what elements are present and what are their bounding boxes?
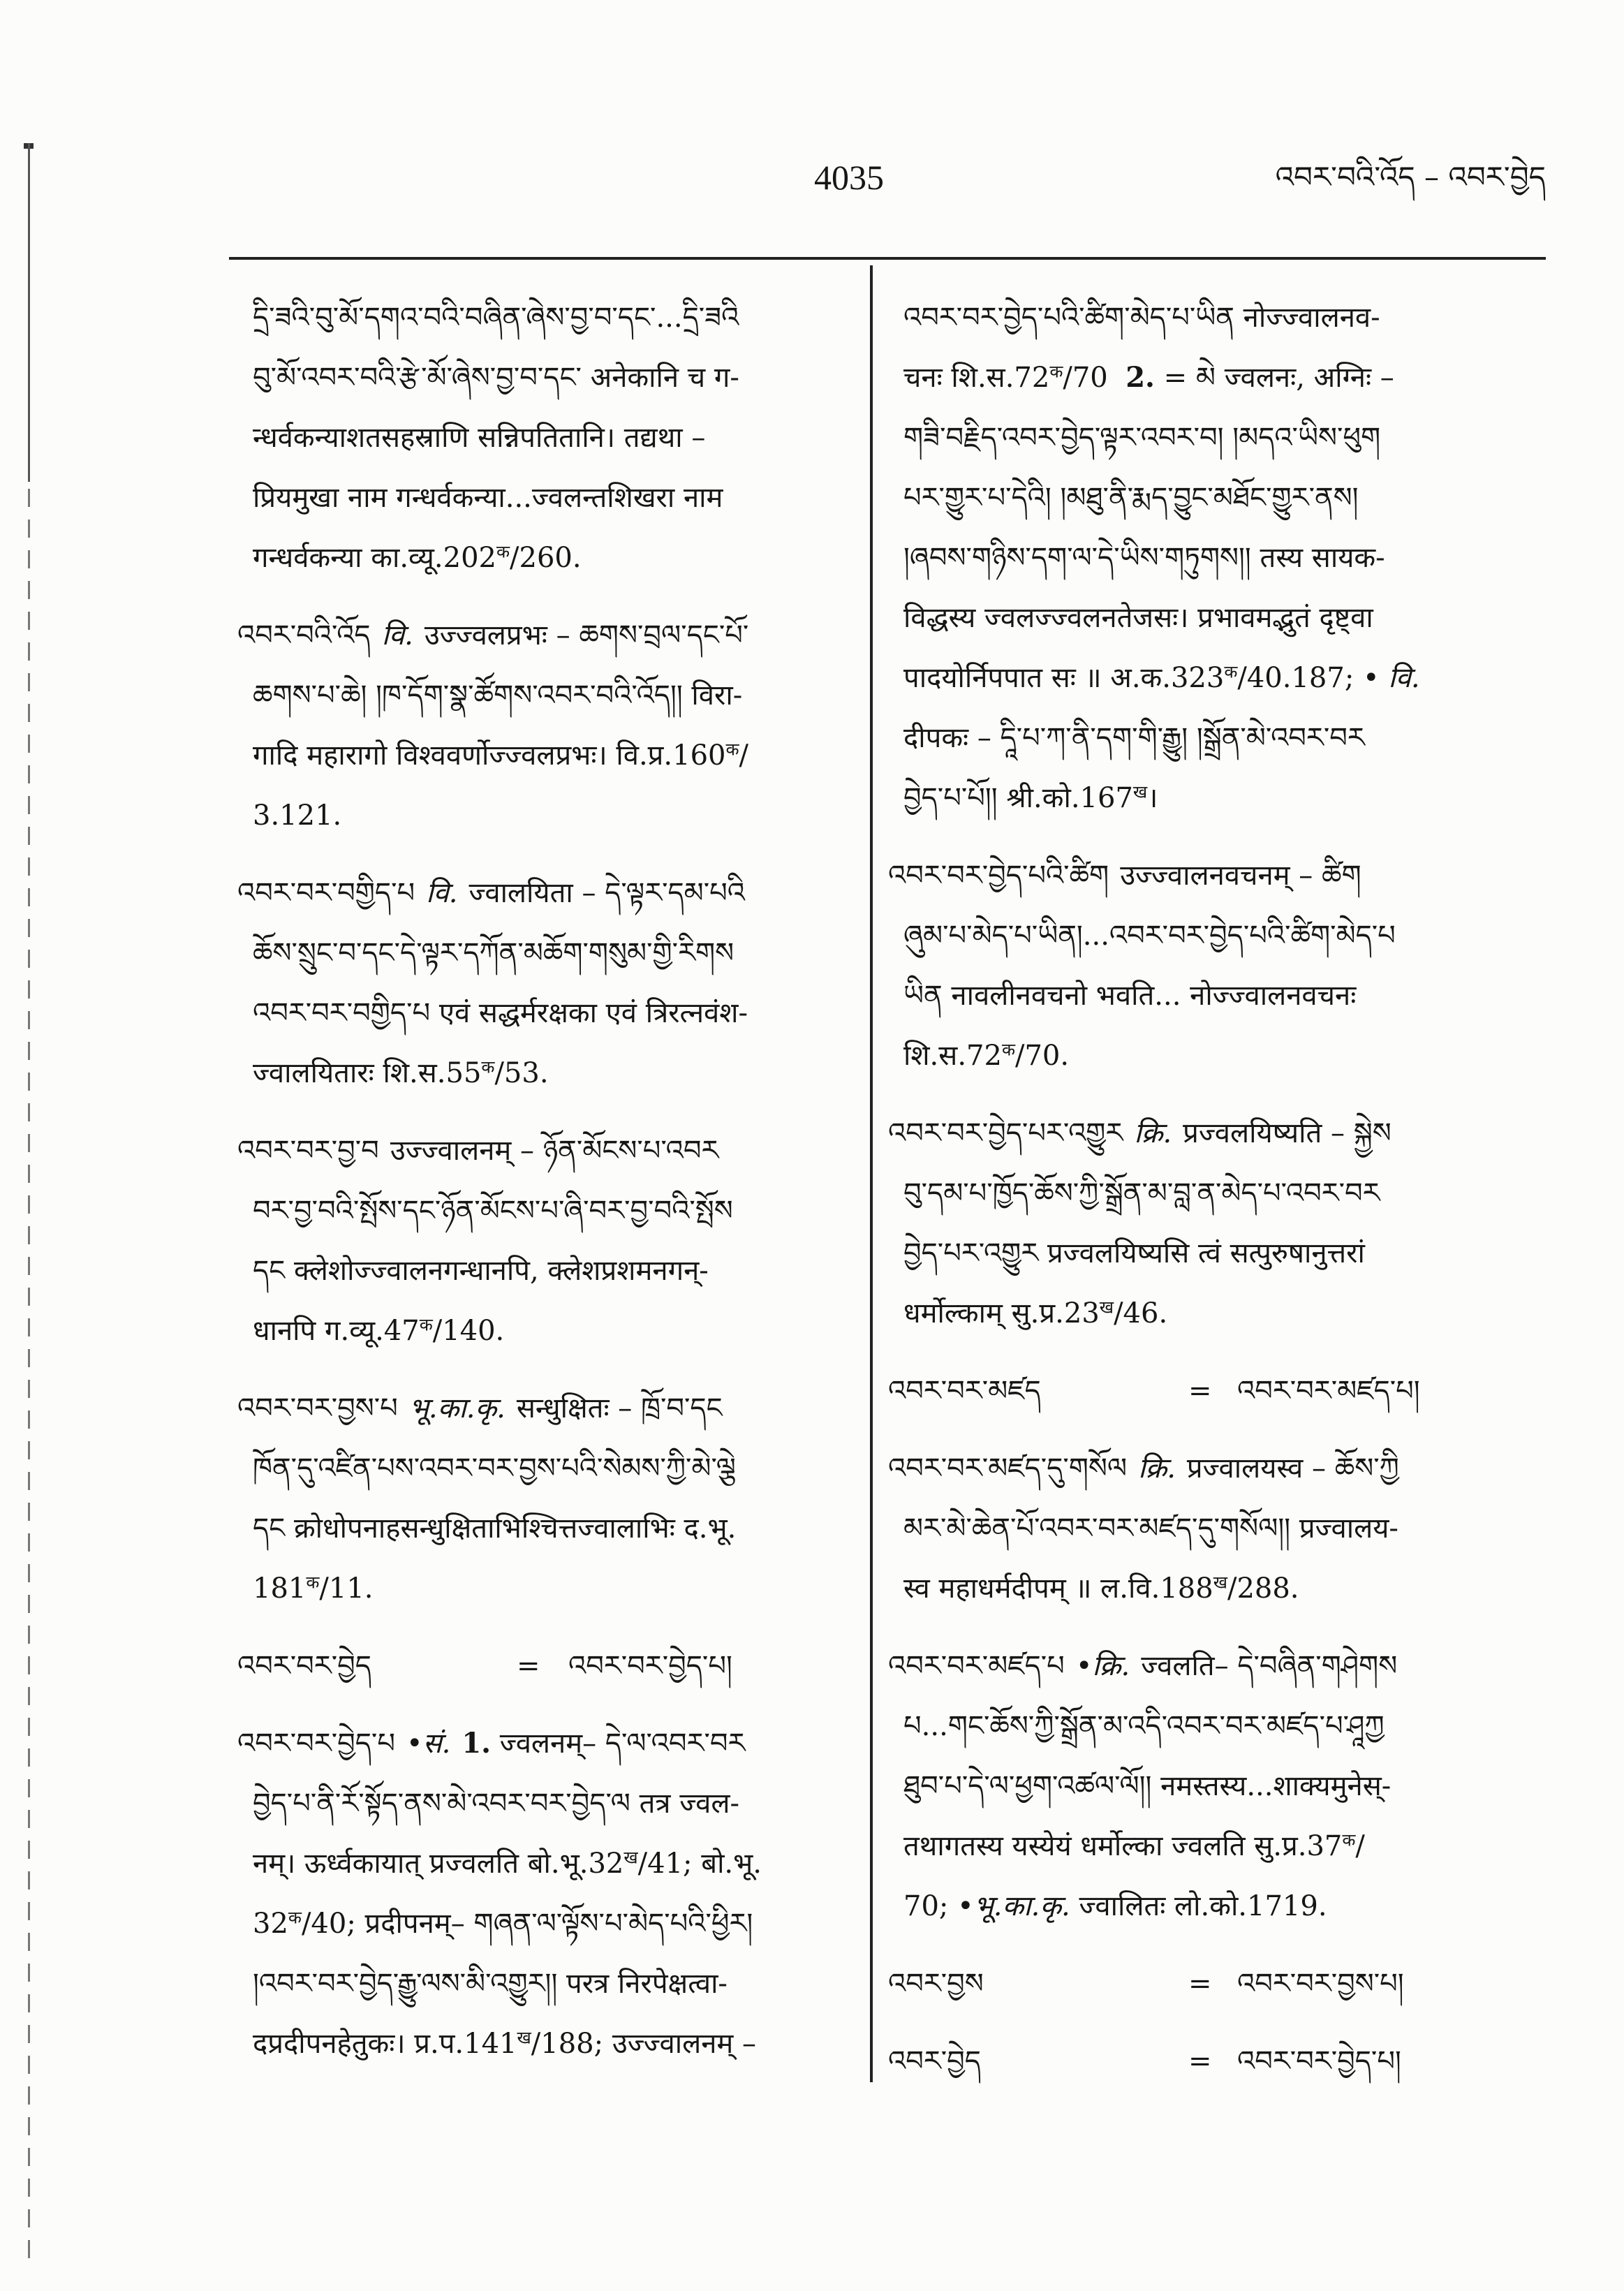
scan-edge-line-broken (28, 489, 30, 2269)
definition-line: ཞུམ་པ་མེད་པ་ཡིན།...འབར་བར་བྱེད་པའི་ཚིག་མེད་པ (903, 920, 1396, 952)
definition-line: ཆོས་སྲུང་བ་དང་དེ་ལྟར་དཀོན་མཆོག་གསུམ་གྱི་རིགས (253, 937, 735, 969)
definition-line: 3.121. (253, 800, 342, 832)
definition-line: ज्वालयितारः $शि.स.55^क/53$. (253, 1056, 549, 1089)
dictionary-entry (888, 846, 1546, 1086)
definition-line: धर्मोल्काम् $सु.प्र.23^ख/46$. (903, 1297, 1168, 1329)
definition-line: བར་བྱ་བའི་སྤོས་དང་ཉོན་མོངས་པ་ཞི་བར་བྱ་བའི་སྤོས (253, 1195, 733, 1227)
folio-side-superscript: क (1049, 361, 1063, 382)
folio-side-superscript: क (725, 739, 739, 760)
entry-continuation (237, 288, 852, 588)
cross-reference: འབར་བར་བྱེད་པ། (1237, 2045, 1401, 2077)
definition-line: गन्धर्वकन्या $का.व्यू.202^क/260$. (253, 541, 582, 574)
folio-side-superscript: ख (1132, 781, 1148, 802)
folio-side-superscript: क (1342, 1829, 1356, 1850)
entry-first-line (237, 863, 852, 923)
entry-first-line (237, 1714, 852, 1774)
definition-line: བྱེད་པར་འགྱུར प्रज्वलयिष्यसि त्वं सत्पुरुषानुत्तरां (903, 1237, 1365, 1269)
definition-text: ज्वालयिता – དེ་ལྟར་དམ་པའི (468, 877, 746, 909)
part-of-speech: •सं. (406, 1728, 451, 1760)
dictionary-entry (888, 1636, 1546, 1936)
definition-line: མར་མེ་ཆེན་པོ་འབར་བར་མཛད་དུ་གསོལ།། प्रज्वालय- (903, 1512, 1398, 1545)
definition-line: $शि.स.72^क/70$. (903, 1039, 1070, 1072)
entry-first-line (888, 846, 1546, 906)
cross-reference-line (237, 1636, 852, 1696)
headword: འབར་བར་བྱེད་པའི་ཚིག (888, 860, 1109, 892)
definition-text: उज्ज्वालनम् – ཉོན་མོངས་པ་འབར (390, 1135, 719, 1167)
definition-text: सन्धुक्षितः – ཁྲོ་བ་དང (516, 1392, 723, 1424)
part-of-speech: वि. (426, 877, 458, 909)
definition-line: पादयोर्निपपात सः ॥ $अ.क.323^क/40.187$; • वि. (903, 661, 1420, 694)
entry-first-line (237, 1121, 852, 1181)
definition-line: བུ་མོ་འབར་བའི་རྩེ་མོ་ཞེས་བྱ་བ་དང་ अनेकानि च ग- (253, 362, 739, 394)
definition-text: प्रज्वालयस्व – ཆོས་ཀྱི (1186, 1452, 1399, 1485)
grammar-abbreviation: वि. (1388, 662, 1420, 694)
definition-line: བྱེད་པ་པོ།། $श्री.को.167^ख।$ (903, 781, 1158, 814)
definition-line: བྱེད་པ་ནི་རོ་སྟོད་ནས་མེ་འབར་བར་བྱེད་ལ तत्र ज्वल- (253, 1788, 739, 1820)
sense-number: 1. (462, 1727, 492, 1760)
definition-line: དང क्लेशोज्ज्वालनगन्धानपि, क्लेशप्रशमनगन्- (253, 1255, 709, 1287)
headword: འབར་བར་མཛད (888, 1375, 1041, 1407)
definition-line: ཡིན नावलीनवचनो भवति... नोज्ज्वालनवचनः (903, 980, 1357, 1012)
definition-line: འབར་བར་བྱེད་པའི་ཚིག་མེད་པ་ཡིན नोज्ज्वालनव- (903, 302, 1380, 334)
definition-line: པར་གྱུར་པ་དེའི། །མཐུ་ནི་རྨད་བྱུང་མཐོང་གྱུར་ནས། (903, 482, 1359, 514)
dictionary-entry (237, 863, 852, 1103)
folio-side-superscript: क (481, 1056, 495, 1077)
definition-line: गादि महारागो विश्ववर्णोज्ज्वलप्रभः। $वि.प्र.160^क/$ (253, 739, 749, 772)
definition-text: ज्वलति– དེ་བཞིན་གཤེགས (1141, 1650, 1398, 1682)
definition-line: ཆགས་པ་ཆེ། །ཁ་དོག་སྣ་ཚོགས་འབར་བའི་འོད།། विरा- (253, 679, 743, 712)
definition-line: दप्रदीपनहेतुकः। $प्र.प.141^ख/188$; उज्ज्वालनम् – (253, 2027, 757, 2060)
definition-line: प्रियमुखा नाम गन्धर्वकन्या...ज्वलन्तशिखरा नाम (253, 482, 723, 514)
headword: འབར་བར་མཛད་དུ་གསོལ (888, 1452, 1128, 1485)
definition-text: प्रज्वलयिष्यति – སྐྱེས (1183, 1117, 1392, 1149)
definition-line: दीपकः – དཱི་པ་ཀ་ནི་དག་གི་རྒྱུ། །སྒྲོན་མེ་འབར་བར (903, 722, 1365, 754)
dictionary-entry (237, 1378, 852, 1619)
definition-line: विद्धस्य ज्वलज्ज्वलनतेजसः। प्रभावमद्भुतं दृष्ट्वा (903, 602, 1373, 634)
definition-line: $181^क/11$. (253, 1572, 374, 1605)
folio-side-superscript: क (496, 541, 510, 562)
definition-line: གཟི་བརྗིད་འབར་བྱེད་ལྟར་འབར་བ། །མདའ་ཡིས་ཕུག (903, 422, 1381, 454)
folio-side-superscript: क (1001, 1039, 1015, 1060)
entry-first-line (237, 1378, 852, 1438)
definition-line: स्व महाधर्मदीपम् ॥ $ल.वि.188^ख/288$. (903, 1572, 1299, 1605)
definition-line: न्धर्वकन्याशतसहस्राणि सन्निपतितानि। तद्यथा – (253, 422, 706, 454)
cross-reference-entry (888, 1954, 1546, 2014)
part-of-speech: भू.का.कृ. (408, 1392, 505, 1424)
grammar-abbreviation: भू.का.कृ. (973, 1890, 1070, 1922)
equals-sign: = (1188, 2045, 1212, 2077)
cross-reference-line (888, 1361, 1546, 1421)
cross-reference-entry (888, 1361, 1546, 1421)
running-head: འབར་བའི་འོད – འབར་བྱེད (1275, 160, 1546, 194)
scan-edge-line (28, 143, 30, 482)
headword: འབར་བར་བྱེད་པར་འགྱུར (888, 1117, 1123, 1149)
entry-first-line (888, 1103, 1546, 1163)
definition-text: उज्ज्वालनवचनम् – ཚིག (1120, 860, 1361, 892)
equals-sign: = (1188, 1375, 1212, 1407)
cross-reference-line (888, 2031, 1546, 2091)
headword: འབར་བར་བྱེད (237, 1650, 371, 1682)
cross-reference: འབར་བར་མཛད་པ། (1237, 1375, 1420, 1407)
cross-reference-entry (237, 1636, 852, 1696)
cross-reference: འབར་བར་བྱས་པ། (1237, 1968, 1404, 2000)
headword: འབར་བར་བྱེད་པ (237, 1728, 395, 1760)
definition-line: ཁོན་དུ་འཛིན་པས་འབར་བར་བྱས་པའི་སེམས་ཀྱི་མེ་ལྕེ (253, 1452, 736, 1485)
folio-side-superscript: ख (1213, 1572, 1227, 1593)
dictionary-entry (237, 605, 852, 846)
definition-line: चनः $शि.स.72^क/70$ 2. = མེ ज्वलनः, अग्निः – (903, 361, 1394, 394)
page-number: 4035 (814, 158, 884, 197)
definition-line: $32^क/40$; प्रदीपनम्– གཞན་ལ་ལྟོས་པ་མེད་པའི་ཕྱིར། (253, 1907, 753, 1940)
part-of-speech: क्रि. (1134, 1117, 1172, 1149)
folio-side-superscript: क (306, 1572, 320, 1593)
cross-reference-line (888, 1954, 1546, 2014)
column-divider (870, 265, 873, 2082)
left-column (237, 288, 852, 2074)
dictionary-entry (237, 1121, 852, 1361)
entry-first-line (237, 605, 852, 665)
header-rule (229, 257, 1546, 260)
definition-line: 70; •भू.का.कृ. ज्वालितः लो.को.1719. (903, 1890, 1327, 1922)
right-column (888, 288, 1546, 2091)
definition-line: པ...གང་ཆོས་ཀྱི་སྒྲོན་མ་འདི་འབར་བར་མཛད་པ་ཤཱཀྱ (903, 1710, 1385, 1742)
definition-text: 1. ज्वलनम्– དེ་ལ་འབར་བར (462, 1727, 746, 1760)
definition-line: नम्। ऊर्ध्वकायात् प्रज्वलति $बो.भू.32^ख/41$; बो.भू. (253, 1847, 762, 1880)
folio-side-superscript: क (1224, 661, 1238, 682)
sense-number: 2. (1125, 361, 1155, 394)
dictionary-entry (888, 1438, 1546, 1619)
entry-continuation (888, 288, 1546, 828)
definition-line: བུ་དམ་པ་ཁྱོད་ཆོས་ཀྱི་སྒྲོན་མ་བླ་ན་མེད་པ་འབར་བར (903, 1177, 1380, 1209)
folio-side-superscript: क (288, 1907, 302, 1928)
cross-reference-entry (888, 2031, 1546, 2091)
equals-sign: = (517, 1650, 540, 1682)
folio-side-superscript: ख (623, 1847, 638, 1868)
definition-text: उज्ज्वलप्रभः – ཆགས་བྲལ་དང་པོ་ (424, 619, 749, 651)
dictionary-entry (237, 1714, 852, 2074)
entry-first-line (888, 1636, 1546, 1696)
headword: འབར་བྱེད (888, 2045, 981, 2077)
definition-line: །ཞབས་གཉིས་དག་ལ་དེ་ཡིས་གཏུགས།། तस्य सायक- (903, 542, 1385, 574)
part-of-speech: •क्रि. (1075, 1650, 1130, 1682)
folio-side-superscript: क (419, 1314, 433, 1335)
definition-line: །འབར་བར་བྱེད་རྒྱུ་ལས་མི་འགྱུར།། परत्र निरपेक्षत्वा- (253, 1968, 728, 2000)
headword: འབར་བར་བྱས་པ (237, 1392, 398, 1424)
folio-side-superscript: ख (1099, 1297, 1114, 1318)
definition-line: ཐུབ་པ་དེ་ལ་ཕྱག་འཚལ་ལོ།། नमस्तस्य...शाक्यमुनेस्- (903, 1770, 1392, 1802)
part-of-speech: क्रि. (1138, 1452, 1176, 1485)
definition-line: དང क्रोधोपनाहसन्धुक्षिताभिश्चित्तज्वालाभिः द.भू. (253, 1512, 737, 1545)
headword: འབར་བྱས (888, 1968, 984, 2000)
definition-line: དྲི་ཟའི་བུ་མོ་དགའ་བའི་བཞིན་ཞེས་བྱ་བ་དང་...དྲི་ཟའི (253, 302, 739, 334)
definition-line: धानपि $ग.व्यू.47^क/140$. (253, 1314, 505, 1347)
headword: འབར་བའི་འོད (237, 619, 371, 651)
cross-reference: འབར་བར་བྱེད་པ། (568, 1650, 732, 1682)
folio-side-superscript: ख (517, 2027, 531, 2048)
definition-line: तथागतस्य यस्येयं धर्मोल्का ज्वलति $सु.प्र.37^क/$ (903, 1829, 1365, 1862)
dictionary-entry (888, 1103, 1546, 1343)
headword: འབར་བར་མཛད་པ (888, 1650, 1065, 1682)
entry-first-line (888, 1438, 1546, 1498)
equals-sign: = (1188, 1968, 1212, 2000)
headword: འབར་བར་བགྱིད་པ (237, 877, 415, 909)
headword: འབར་བར་བྱ་བ (237, 1135, 379, 1167)
part-of-speech: वि. (381, 619, 413, 651)
definition-line: འབར་བར་བགྱིད་པ एवं सद्धर्मरक्षका एवं त्रिरत्नवंश- (253, 997, 748, 1029)
